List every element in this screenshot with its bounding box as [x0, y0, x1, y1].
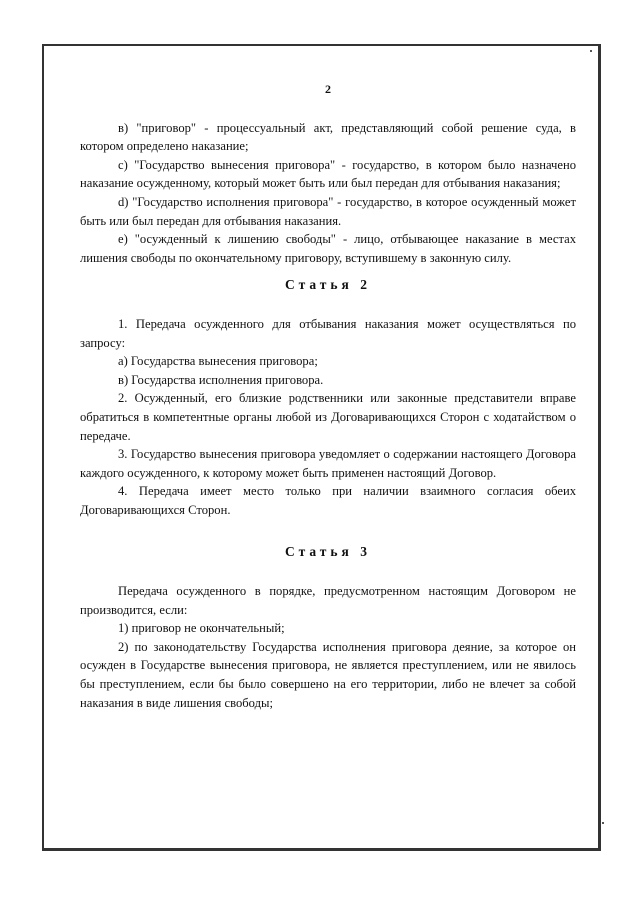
article-3-paragraph: 2) по законодательству Государства исполнения приговора деяние, за которое он осужден в Государстве вынесения приговора, не является преступлением, или не явилось бы преступлением, если бы было совершено на его территории, либо не влечет за собой наказания в виде лишения свободы;	[80, 639, 576, 710]
definition-item: е) "осужденный к лишению свободы" - лицо, отбывающее наказание в местах лишения свободы по окончательному приговору, вступившему в законную силу.	[80, 232, 576, 265]
article-3-paragraph: Передача осужденного в порядке, предусмотренном настоящим Договором не производится, если:	[80, 584, 576, 617]
article-2-paragraph: в) Государства исполнения приговора.	[118, 372, 324, 387]
article-2-paragraph: 1. Передача осужденного для отбывания наказания может осуществляться по запросу:	[80, 316, 576, 350]
definition-item: d) "Государство исполнения приговора" - государство, в которое осужденный может быть или был передан для отбывания наказания.	[80, 194, 576, 228]
article-2-heading: Статья 2	[285, 277, 371, 293]
article-3-heading: Статья 3	[285, 544, 371, 560]
page-number: 2	[325, 82, 331, 96]
definition-item: в) "приговор" - процессуальный акт, представляющий собой решение суда, в котором определено наказание;	[80, 120, 576, 154]
article-2-paragraph: а) Государства вынесения приговора;	[118, 354, 318, 369]
document-body	[80, 80, 576, 712]
article-2-paragraph: 2. Осужденный, его близкие родственники или законные представители вправе обратиться в компетентные органы любой из Договаривающихся Сторон с ходатайством о передаче.	[80, 391, 576, 443]
definition-item: с) "Государство вынесения приговора" - государство, в котором было назначено наказание осужденному, который может быть или был передан для отбывания наказания;	[80, 157, 576, 191]
scan-speck	[602, 822, 604, 824]
article-2-paragraph: 3. Государство вынесения приговора уведомляет о содержании настоящего Договора каждого осужденного, к которому может быть применен настоящий Договор.	[80, 447, 576, 480]
scan-speck	[590, 50, 592, 52]
article-3-paragraph: 1) приговор не окончательный;	[118, 621, 285, 636]
article-2-paragraph: 4. Передача имеет место только при наличии взаимного согласия обеих Договаривающихся Сторон.	[80, 484, 576, 517]
